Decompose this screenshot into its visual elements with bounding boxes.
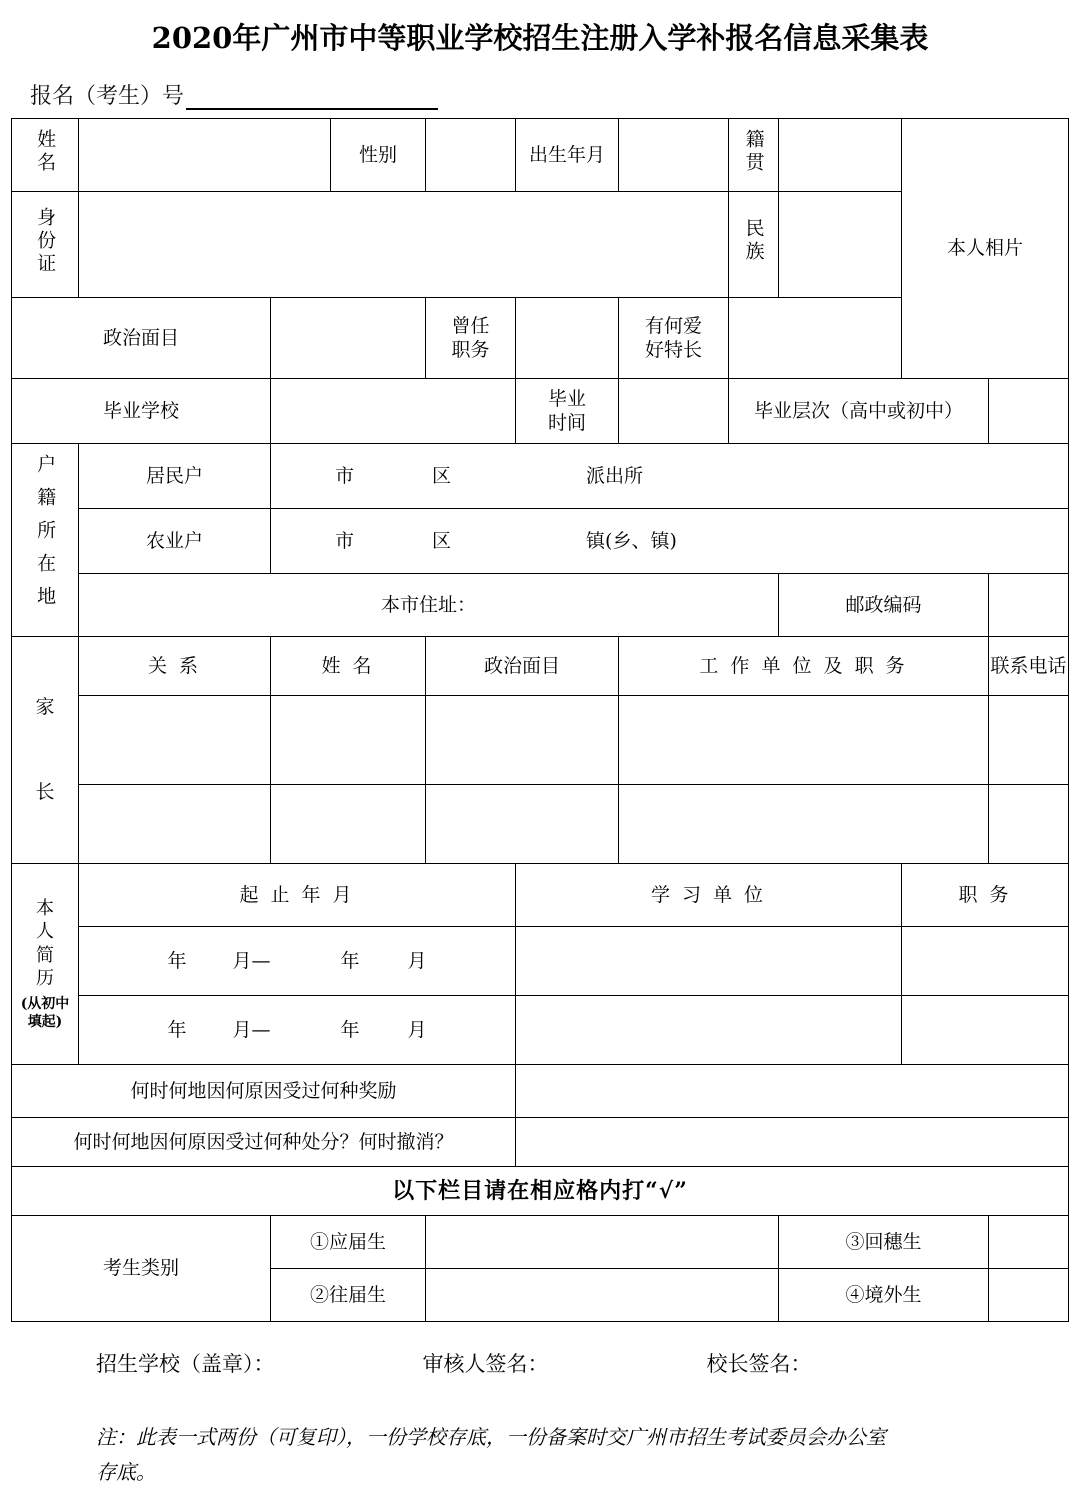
former-post-value[interactable] — [516, 298, 619, 379]
birth-value[interactable] — [619, 119, 729, 192]
guardian-row-2 — [12, 785, 1069, 864]
household-town-label: 镇(乡、镇) — [586, 529, 677, 552]
household-agri-district-label: 区 — [432, 529, 452, 552]
candidate-option-3-checkbox[interactable] — [989, 1216, 1069, 1269]
household-agri-city-label: 市 — [335, 529, 355, 552]
birth-label: 出生年月 — [516, 119, 619, 192]
resume-1-unit[interactable] — [516, 927, 902, 996]
award-label: 何时何地因何原因受过何种奖励 — [12, 1065, 516, 1118]
household-resident-label: 居民户 — [79, 444, 271, 509]
resume-label-char-3: 简 — [36, 944, 54, 966]
registration-number-row — [30, 79, 1080, 110]
resume-row-2 — [12, 996, 1069, 1065]
row-guardian-header — [12, 637, 1069, 696]
id-card-label: 身份证 — [12, 192, 79, 298]
guardian-row-1 — [12, 696, 1069, 785]
footer-note — [96, 1420, 1050, 1490]
guardian-col-phone: 联系电话 — [989, 637, 1069, 696]
row-household-address — [12, 574, 1069, 637]
guardian-col-workplace: 工 作 单 位 及 职 务 — [619, 637, 989, 696]
former-post-label: 曾任 职务 — [426, 298, 516, 379]
candidate-option-2-label: ②往届生 — [271, 1269, 426, 1322]
page-title: 2020年广州市中等职业学校招生注册入学补报名信息采集表 — [151, 21, 929, 55]
name-label: 姓名 — [12, 119, 79, 192]
household-agricultural-value[interactable] — [271, 509, 1069, 574]
guardian-section-label — [12, 637, 79, 864]
guardian-1-relation[interactable] — [79, 696, 271, 785]
resume-2-month-end: 月 — [407, 1018, 427, 1041]
household-agricultural-label: 农业户 — [79, 509, 271, 574]
resume-label-char-1: 本 — [36, 898, 54, 920]
registration-number-input[interactable] — [186, 88, 438, 110]
guardian-1-phone[interactable] — [989, 696, 1069, 785]
gender-value[interactable] — [426, 119, 516, 192]
main-form-table — [11, 118, 1069, 1322]
resume-2-unit[interactable] — [516, 996, 902, 1065]
resume-2-period[interactable] — [79, 996, 516, 1065]
candidate-option-1-checkbox[interactable] — [426, 1216, 779, 1269]
guardian-2-workplace[interactable] — [619, 785, 989, 864]
photo-cell: 本人相片 — [902, 119, 1069, 379]
hobby-label: 有何爱 好特长 — [619, 298, 729, 379]
guardian-col-political: 政治面目 — [426, 637, 619, 696]
resume-1-month-start: 月— — [232, 949, 271, 972]
resume-2-month-start: 月— — [232, 1018, 271, 1041]
registration-number-label: 报名（考生）号 — [30, 84, 185, 109]
punishment-label: 何时何地因何原因受过何种处分？何时撤消？ — [12, 1118, 516, 1167]
guardian-label-char-2: 长 — [35, 781, 55, 804]
household-address-label[interactable]: 本市住址： — [79, 574, 779, 637]
row-name — [12, 119, 1069, 192]
row-household-agricultural — [12, 509, 1069, 574]
resume-note-line-1: (从初中 — [20, 995, 70, 1012]
resume-col-unit: 学 习 单 位 — [516, 864, 902, 927]
guardian-1-workplace[interactable] — [619, 696, 989, 785]
guardian-label-char-1: 家 — [35, 696, 55, 719]
graduation-time-value[interactable] — [619, 379, 729, 444]
political-status-value[interactable] — [271, 298, 426, 379]
graduation-school-label: 毕业学校 — [12, 379, 271, 444]
household-resident-district-label: 区 — [432, 464, 452, 487]
resume-1-post[interactable] — [902, 927, 1069, 996]
candidate-type-row-1 — [12, 1216, 1069, 1269]
guardian-col-name: 姓 名 — [271, 637, 426, 696]
row-household-resident — [12, 444, 1069, 509]
graduation-school-value[interactable] — [271, 379, 516, 444]
ethnicity-value[interactable] — [779, 192, 902, 298]
resume-label-char-2: 人 — [36, 921, 54, 943]
row-graduation — [12, 379, 1069, 444]
native-place-value[interactable] — [779, 119, 902, 192]
graduation-level-label: 毕业层次（高中或初中） — [729, 379, 989, 444]
checkbox-instruction-banner: 以下栏目请在相应格内打“√” — [12, 1167, 1069, 1216]
hobby-value[interactable] — [729, 298, 902, 379]
guardian-2-name[interactable] — [271, 785, 426, 864]
signature-row — [0, 1348, 1080, 1378]
candidate-option-4-label: ④境外生 — [779, 1269, 989, 1322]
principal-signature-label[interactable]: 校长签名： — [706, 1352, 812, 1376]
award-value[interactable] — [516, 1065, 1069, 1118]
guardian-col-relation: 关 系 — [79, 637, 271, 696]
guardian-2-political[interactable] — [426, 785, 619, 864]
resume-1-year-start: 年 — [167, 949, 187, 972]
resume-1-period[interactable] — [79, 927, 516, 996]
punishment-value[interactable] — [516, 1118, 1069, 1167]
resume-row-1 — [12, 927, 1069, 996]
name-value[interactable] — [79, 119, 331, 192]
candidate-option-4-checkbox[interactable] — [989, 1269, 1069, 1322]
footer-note-line-2: 存底。 — [96, 1460, 156, 1484]
gender-label: 性别 — [331, 119, 426, 192]
guardian-1-political[interactable] — [426, 696, 619, 785]
candidate-option-3-label: ③回穗生 — [779, 1216, 989, 1269]
row-awards — [12, 1065, 1069, 1118]
row-punishments — [12, 1118, 1069, 1167]
resume-col-post: 职 务 — [902, 864, 1069, 927]
resume-2-year-end: 年 — [340, 1018, 360, 1041]
political-status-label: 政治面目 — [12, 298, 271, 379]
guardian-2-relation[interactable] — [79, 785, 271, 864]
resume-1-year-end: 年 — [340, 949, 360, 972]
id-card-value[interactable] — [79, 192, 729, 298]
resume-col-period: 起 止 年 月 — [79, 864, 516, 927]
graduation-time-label: 毕业 时间 — [516, 379, 619, 444]
guardian-2-phone[interactable] — [989, 785, 1069, 864]
resume-2-year-start: 年 — [167, 1018, 187, 1041]
household-resident-value[interactable] — [271, 444, 1069, 509]
household-resident-city-label: 市 — [335, 464, 355, 487]
household-police-station-label: 派出所 — [586, 464, 644, 487]
graduation-level-value[interactable] — [989, 379, 1069, 444]
household-section-label: 户籍所在地 — [12, 444, 79, 637]
postcode-label: 邮政编码 — [779, 574, 989, 637]
reviewer-signature-label[interactable]: 审核人签名： — [422, 1352, 549, 1376]
guardian-1-name[interactable] — [271, 696, 426, 785]
resume-note-line-2: 填起) — [27, 1013, 63, 1030]
candidate-option-2-checkbox[interactable] — [426, 1269, 779, 1322]
row-check-banner — [12, 1167, 1069, 1216]
native-place-label: 籍贯 — [729, 119, 779, 192]
candidate-option-1-label: ①应届生 — [271, 1216, 426, 1269]
resume-2-post[interactable] — [902, 996, 1069, 1065]
postcode-value[interactable] — [989, 574, 1069, 637]
row-resume-header — [12, 864, 1069, 927]
ethnicity-label: 民族 — [729, 192, 779, 298]
resume-section-label — [12, 864, 79, 1065]
school-seal-label[interactable]: 招生学校（盖章）： — [96, 1352, 275, 1376]
resume-1-month-end: 月 — [407, 949, 427, 972]
candidate-type-label: 考生类别 — [12, 1216, 271, 1322]
footer-note-line-1: 注：此表一式两份（可复印），一份学校存底，一份备案时交广州市招生考试委员会办公室 — [96, 1425, 886, 1449]
resume-label-char-4: 历 — [36, 968, 54, 990]
